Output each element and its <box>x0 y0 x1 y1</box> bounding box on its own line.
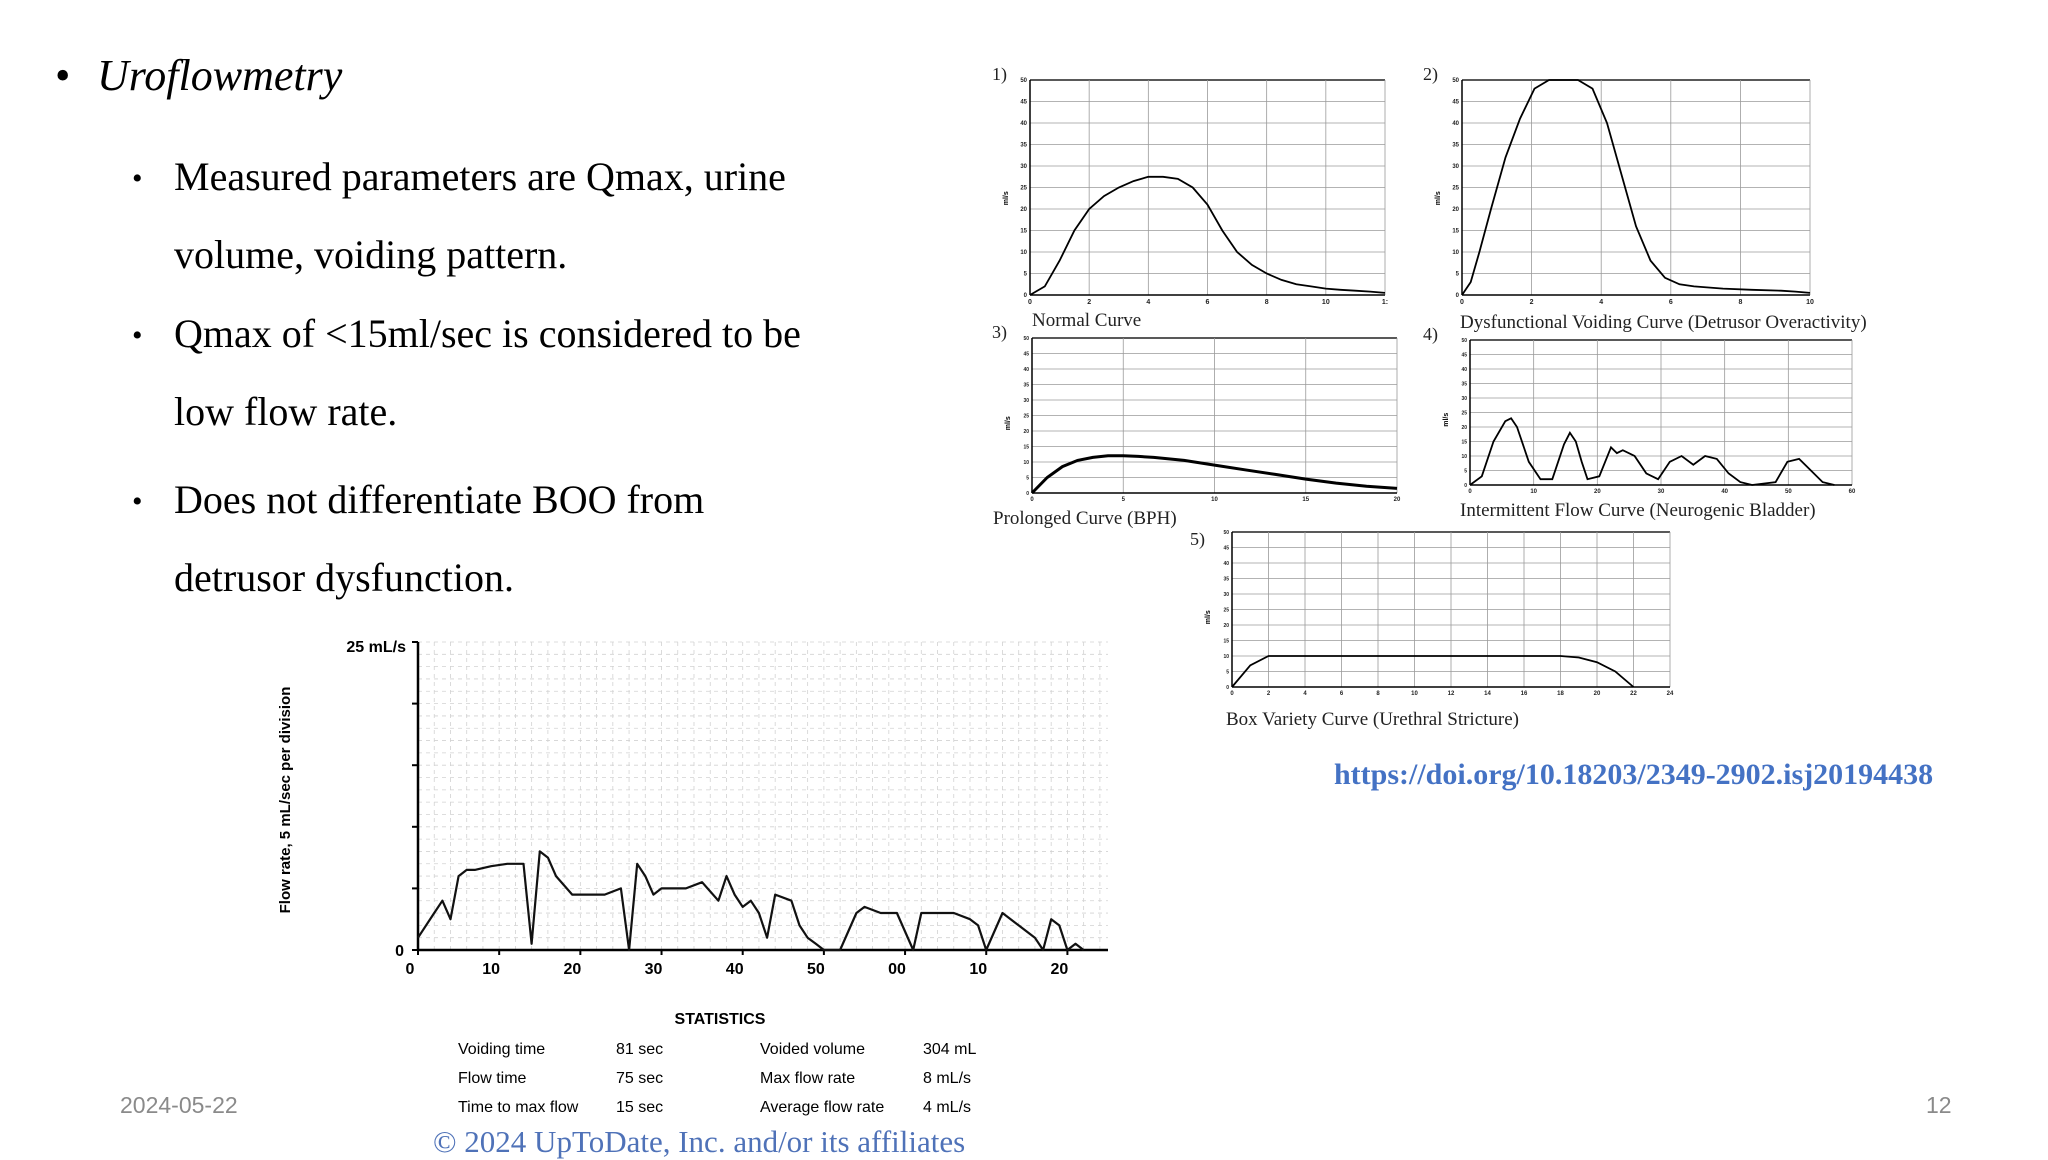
y-tick-label: 20 <box>1452 207 1459 214</box>
y-tick-label: 5 <box>1455 271 1459 278</box>
y-tick-label: 45 <box>1452 99 1459 106</box>
flow-curve <box>1470 418 1834 485</box>
panel-title: Dysfunctional Voiding Curve (Detrusor Overactivity) <box>1460 312 1867 333</box>
y-tick-label: 35 <box>1020 142 1027 149</box>
stat-value: 4 mL/s <box>923 1099 972 1116</box>
x-tick-label: 18 <box>1557 691 1564 697</box>
x-tick-label: 10 <box>1411 691 1418 697</box>
bullet-dot-icon: • <box>132 485 143 518</box>
panel-number: 2) <box>1423 64 1438 84</box>
stat-value: 15 sec <box>616 1099 664 1116</box>
x-tick-label: 50 <box>806 961 825 978</box>
stat-value: 8 mL/s <box>923 1070 972 1087</box>
y-tick-label: 45 <box>1020 99 1027 106</box>
y-tick-label: 15 <box>1461 439 1467 446</box>
y-tick-label: 50 <box>1452 78 1459 85</box>
doi-link[interactable]: https://doi.org/10.18203/2349-2902.isj20194438 <box>1334 758 1934 791</box>
x-tick-label: 10 <box>482 961 501 978</box>
panel-number: 4) <box>1423 324 1438 344</box>
y-tick-label: 25 <box>1461 410 1467 417</box>
bullet-line: Does not differentiate BOO from <box>174 477 705 522</box>
x-tick-label: 0 <box>1030 497 1034 503</box>
y-tick-label: 15 <box>1452 228 1459 235</box>
y-tick-label: 10 <box>1461 453 1467 460</box>
y-tick-label: 45 <box>1461 352 1467 359</box>
y-axis-label: ml/s <box>1443 412 1450 427</box>
x-tick-label: 40 <box>1721 489 1729 495</box>
bullet-dot-icon: • <box>132 162 143 195</box>
x-tick-label: 10 <box>1321 299 1330 306</box>
x-tick-label: 24 <box>1666 691 1674 697</box>
y-tick-label: 45 <box>1223 545 1229 552</box>
x-tick-label: 10 <box>969 961 988 978</box>
x-tick-label: 2 <box>1529 299 1534 306</box>
x-tick-label: 0 <box>1468 489 1472 495</box>
x-tick-label: 20 <box>1593 691 1601 697</box>
panel-title: Prolonged Curve (BPH) <box>993 508 1177 529</box>
statistics-title: STATISTICS <box>674 1011 766 1028</box>
x-tick-label: 2 <box>1266 691 1271 697</box>
x-tick-label: 10 <box>1806 299 1814 306</box>
x-tick-label: 0 <box>1028 299 1032 306</box>
x-tick-label: 15 <box>1302 497 1310 503</box>
y-tick-label: 20 <box>1223 622 1229 629</box>
y-tick-label: 40 <box>1023 366 1029 373</box>
flow-trace <box>418 851 1084 950</box>
y-tick-label: 25 <box>1223 607 1229 614</box>
y-tick-label: 30 <box>1452 164 1459 171</box>
stat-value: 304 mL <box>923 1041 977 1058</box>
y-tick-label: 35 <box>1023 382 1029 389</box>
stat-label: Voided volume <box>760 1041 865 1058</box>
panel-number: 5) <box>1190 529 1205 549</box>
y-tick-label: 5 <box>1026 475 1029 482</box>
bullet-line: volume, voiding pattern. <box>174 232 568 277</box>
y-tick-label: 40 <box>1461 366 1467 373</box>
x-tick-label: 0 <box>405 961 415 978</box>
slide-date: 2024-05-22 <box>120 1092 238 1118</box>
x-tick-label: 8 <box>1738 299 1743 306</box>
y-tick-label: 30 <box>1223 591 1229 598</box>
y-tick-label: 50 <box>1223 529 1229 536</box>
x-tick-label: 50 <box>1784 489 1792 495</box>
x-tick-label: 20 <box>1393 497 1401 503</box>
y-max-label: 25 mL/s <box>346 639 406 656</box>
x-tick-label: 5 <box>1121 497 1125 503</box>
y-tick-label: 0 <box>1226 684 1229 691</box>
page-number: 12 <box>1926 1092 1952 1118</box>
y-tick-label: 20 <box>1020 207 1027 214</box>
x-tick-label: 4 <box>1303 691 1307 697</box>
x-tick-label: 14 <box>1484 691 1491 697</box>
y-tick-label: 35 <box>1452 142 1459 149</box>
y-tick-label: 15 <box>1223 638 1229 645</box>
x-tick-label: 4 <box>1146 299 1151 306</box>
panel-number: 1) <box>992 64 1007 84</box>
flow-curve <box>1232 656 1634 687</box>
y-tick-label: 0 <box>1026 490 1029 497</box>
y-tick-label: 25 <box>1023 413 1029 420</box>
y-tick-label: 5 <box>1226 669 1229 676</box>
x-tick-label: 10 <box>1530 489 1538 495</box>
y-tick-label: 35 <box>1223 576 1229 583</box>
y-min-label: 0 <box>395 943 404 960</box>
x-tick-label: 1: <box>1381 299 1389 306</box>
x-tick-label: 2 <box>1087 299 1092 306</box>
x-tick-label: 6 <box>1339 691 1344 697</box>
y-tick-label: 50 <box>1023 335 1029 342</box>
y-tick-label: 10 <box>1223 653 1229 660</box>
y-tick-label: 20 <box>1461 424 1467 431</box>
x-tick-label: 6 <box>1205 299 1210 306</box>
x-tick-label: 30 <box>644 961 663 978</box>
stat-label: Max flow rate <box>760 1070 856 1087</box>
stat-value: 75 sec <box>616 1070 664 1087</box>
x-tick-label: 10 <box>1211 497 1218 503</box>
x-tick-label: 60 <box>1848 489 1856 495</box>
y-axis-label: ml/s <box>1005 416 1012 431</box>
x-tick-label: 0 <box>1460 299 1464 306</box>
y-tick-label: 25 <box>1020 185 1027 192</box>
panel-title: Intermittent Flow Curve (Neurogenic Bladder) <box>1460 500 1816 521</box>
stat-label: Voiding time <box>458 1041 546 1058</box>
x-tick-label: 40 <box>725 961 744 978</box>
bullet-dot-icon: • <box>55 51 71 100</box>
y-tick-label: 40 <box>1223 560 1229 567</box>
stat-label: Flow time <box>458 1070 527 1087</box>
y-tick-label: 50 <box>1461 337 1467 344</box>
y-tick-label: 0 <box>1464 482 1467 489</box>
y-tick-label: 40 <box>1452 121 1459 128</box>
x-tick-label: 12 <box>1447 691 1455 697</box>
y-tick-label: 0 <box>1023 293 1027 300</box>
x-tick-label: 0 <box>1230 691 1234 697</box>
x-tick-label: 8 <box>1376 691 1380 697</box>
stat-label: Average flow rate <box>760 1099 885 1116</box>
x-tick-label: 20 <box>1050 961 1069 978</box>
y-tick-label: 20 <box>1023 428 1029 435</box>
y-tick-label: 25 <box>1452 185 1459 192</box>
y-tick-label: 35 <box>1461 381 1467 388</box>
bullet-line: Measured parameters are Qmax, urine <box>174 154 786 199</box>
y-tick-label: 30 <box>1020 164 1027 171</box>
flow-curve <box>1032 456 1397 493</box>
y-tick-label: 5 <box>1464 468 1467 475</box>
panel-number: 3) <box>992 322 1007 342</box>
flow-curve <box>1462 80 1810 295</box>
y-tick-label: 50 <box>1020 78 1027 85</box>
y-tick-label: 10 <box>1023 459 1029 466</box>
y-axis-label: Flow rate, 5 mL/sec per division <box>277 686 294 914</box>
x-tick-label: 22 <box>1630 691 1637 697</box>
x-tick-label: 16 <box>1520 691 1528 697</box>
x-tick-label: 20 <box>563 961 582 978</box>
stat-value: 81 sec <box>616 1041 664 1058</box>
bullet-dot-icon: • <box>132 319 143 352</box>
panel-title: Box Variety Curve (Urethral Stricture) <box>1226 709 1520 730</box>
y-tick-label: 15 <box>1020 228 1027 235</box>
y-tick-label: 15 <box>1023 444 1029 451</box>
copyright-note: © 2024 UpToDate, Inc. and/or its affiliates <box>433 1124 966 1159</box>
y-tick-label: 10 <box>1452 250 1459 257</box>
flow-curve <box>1030 177 1385 295</box>
x-tick-label: 30 <box>1657 489 1665 495</box>
y-axis-label: ml/s <box>1003 191 1010 206</box>
y-tick-label: 10 <box>1020 250 1027 257</box>
x-tick-label: 20 <box>1593 489 1601 495</box>
y-axis-label: ml/s <box>1435 191 1442 206</box>
y-tick-label: 30 <box>1023 397 1029 404</box>
panel-title: Normal Curve <box>1032 310 1142 331</box>
bullet-line: low flow rate. <box>174 389 398 434</box>
x-tick-label: 4 <box>1599 299 1604 306</box>
stat-label: Time to max flow <box>458 1099 579 1116</box>
y-tick-label: 45 <box>1023 351 1029 358</box>
x-tick-label: 00 <box>888 961 906 978</box>
y-tick-label: 30 <box>1461 395 1467 402</box>
heading-text: Uroflowmetry <box>97 51 343 100</box>
y-tick-label: 5 <box>1023 271 1027 278</box>
y-tick-label: 40 <box>1020 121 1027 128</box>
y-axis-label: ml/s <box>1205 610 1212 625</box>
bullet-line: detrusor dysfunction. <box>174 555 514 600</box>
x-tick-label: 8 <box>1264 299 1269 306</box>
x-tick-label: 6 <box>1668 299 1673 306</box>
bullet-line: Qmax of <15ml/sec is considered to be <box>174 311 801 356</box>
y-tick-label: 0 <box>1455 293 1459 300</box>
